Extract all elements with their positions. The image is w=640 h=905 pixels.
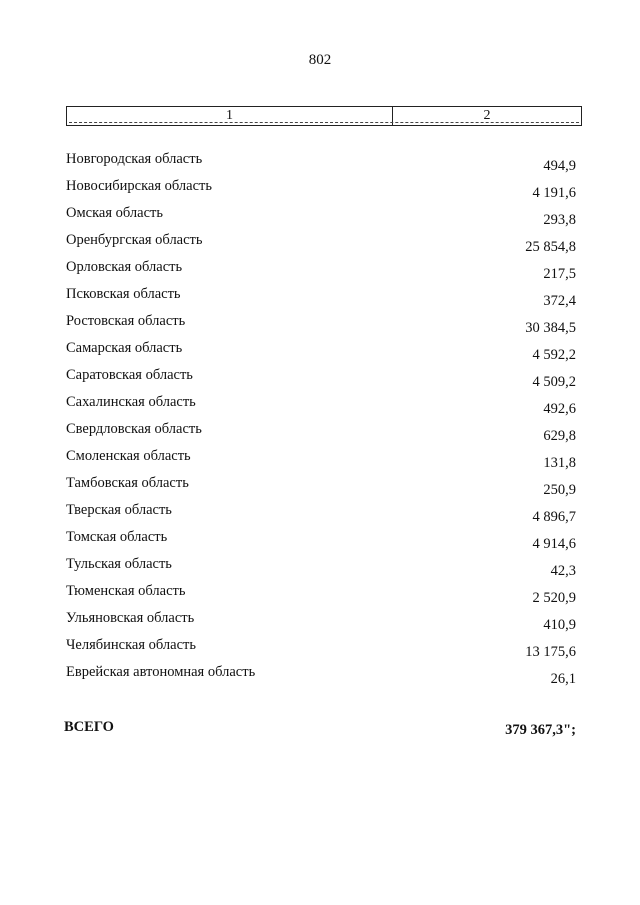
region-value: 13 175,6 [525,644,576,660]
region-name: Тамбовская область [66,475,189,491]
region-name: Томская область [66,529,168,545]
region-name: Сахалинская область [66,394,196,410]
total-label: ВСЕГО [64,719,114,735]
region-value: 30 384,5 [525,320,576,336]
table-row [66,499,576,526]
region-value: 250,9 [543,482,576,498]
region-name: Новосибирская область [66,178,212,194]
table-row [66,661,576,688]
region-value: 25 854,8 [525,239,576,255]
region-name: Саратовская область [66,367,193,383]
region-name: Ульяновская область [66,610,195,626]
region-value: 4 914,6 [532,536,576,552]
region-value: 217,5 [543,266,576,282]
table-row [66,202,576,229]
table-row [66,418,576,445]
region-name: Оренбургская область [66,232,203,248]
page-number: 802 [308,52,332,68]
region-value: 629,8 [543,428,576,444]
region-name: Самарская область [66,340,183,356]
region-name: Смоленская область [66,448,191,464]
table-header [66,106,582,126]
region-value: 131,8 [543,455,576,471]
region-name: Свердловская область [66,421,202,437]
column-header-2: 2 [483,108,491,123]
table-row [66,256,576,283]
region-value: 293,8 [543,212,576,228]
table-row [66,337,576,364]
table-row [66,445,576,472]
region-name: Омская область [66,205,163,221]
region-value: 4 509,2 [532,374,576,390]
table-row [66,553,576,580]
region-list [66,148,576,688]
region-name: Тульская область [66,556,172,572]
region-value: 4 896,7 [532,509,576,525]
table-row [66,526,576,553]
region-value: 492,6 [543,401,576,417]
region-value: 26,1 [550,671,576,687]
region-name: Челябинская область [66,637,196,653]
column-header-1: 1 [67,107,393,125]
table-row [66,391,576,418]
table-row [66,472,576,499]
region-name: Орловская область [66,259,183,275]
region-name: Новгородская область [66,151,203,167]
table-row [66,229,576,256]
region-value: 42,3 [550,563,576,579]
region-value: 372,4 [543,293,576,309]
region-value: 494,9 [543,158,576,174]
total-value: 379 367,3"; [505,722,576,738]
region-value: 4 191,6 [532,185,576,201]
region-value: 410,9 [543,617,576,633]
region-value: 2 520,9 [532,590,576,606]
table-row [66,175,576,202]
table-row [66,634,576,661]
region-name: Тверская область [66,502,172,518]
table-row [66,607,576,634]
region-name: Еврейская автономная область [66,664,256,680]
region-name: Тюменская область [66,583,186,599]
region-value: 4 592,2 [532,347,576,363]
table-row [66,148,576,175]
table-row [66,310,576,337]
table-row [66,364,576,391]
region-name: Псковская область [66,286,181,302]
table-row [66,580,576,607]
table-row [66,283,576,310]
region-name: Ростовская область [66,313,186,329]
